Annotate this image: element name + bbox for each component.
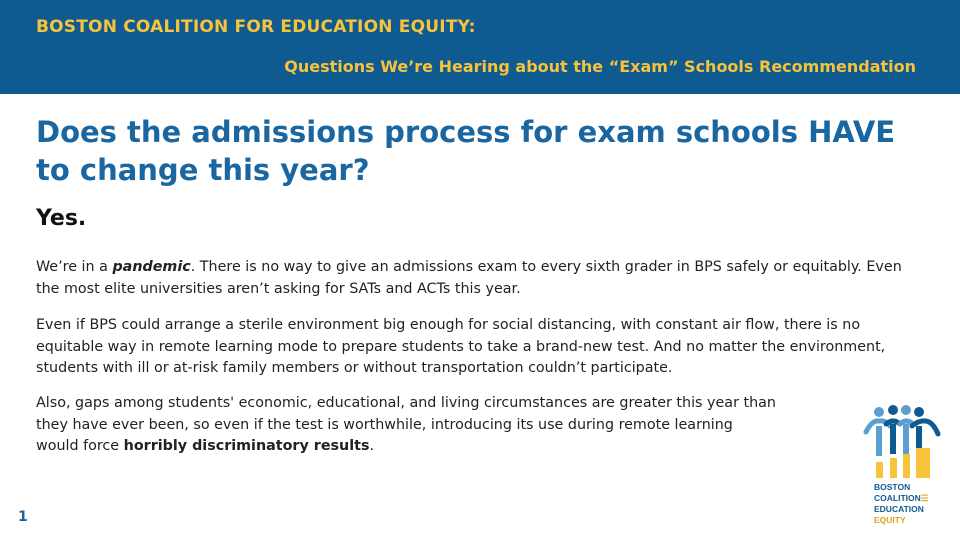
paragraph-text: Also, gaps among students' economic, educational, and living circumstances are greater this year than they have ever been, so even if the test is worthwhile, introducing its use during remote learning would force — [36, 395, 776, 454]
logo-line-text: COALITION — [874, 493, 921, 503]
answer-heading: Yes. — [36, 206, 87, 231]
paragraph-text: . There is no way to give an admissions exam to every sixth grader in BPS safely or equitably. Even the most elite universities aren’t asking for SATs and ACTs this year. — [36, 259, 902, 297]
paragraph-remote-learning: Even if BPS could arrange a sterile environment big enough for social distancing, with constant air flow, there is no equitable way in remote learning mode to prepare students to take a brand-new test. And no matter the environment, students with ill or at-risk family members or without transportation couldn’t participate. — [36, 317, 886, 376]
logo-line: BOSTON — [874, 482, 911, 492]
page-number: 1 — [18, 509, 28, 525]
paragraph-text: We’re in a — [36, 259, 113, 275]
logo-wordmark — [874, 482, 928, 526]
paragraph-text: . — [369, 438, 374, 454]
logo-line: EQUITY — [874, 515, 906, 525]
header-title: BOSTON COALITION FOR EDUCATION EQUITY: — [36, 17, 476, 37]
paragraph-pandemic — [36, 257, 926, 300]
logo-line — [874, 493, 928, 504]
header-subtitle: Questions We’re Hearing about the “Exam” Schools Recommendation — [284, 57, 916, 76]
paragraph-gaps — [36, 393, 776, 458]
emphasis-discriminatory: horribly discriminatory results — [123, 438, 370, 454]
header-banner — [0, 0, 960, 94]
equals-icon: ☰ — [920, 493, 929, 503]
question-heading: Does the admissions process for exam schools HAVE to change this year? — [36, 115, 896, 187]
logo-line: EDUCATION — [874, 504, 924, 514]
emphasis-pandemic: pandemic — [112, 259, 191, 275]
